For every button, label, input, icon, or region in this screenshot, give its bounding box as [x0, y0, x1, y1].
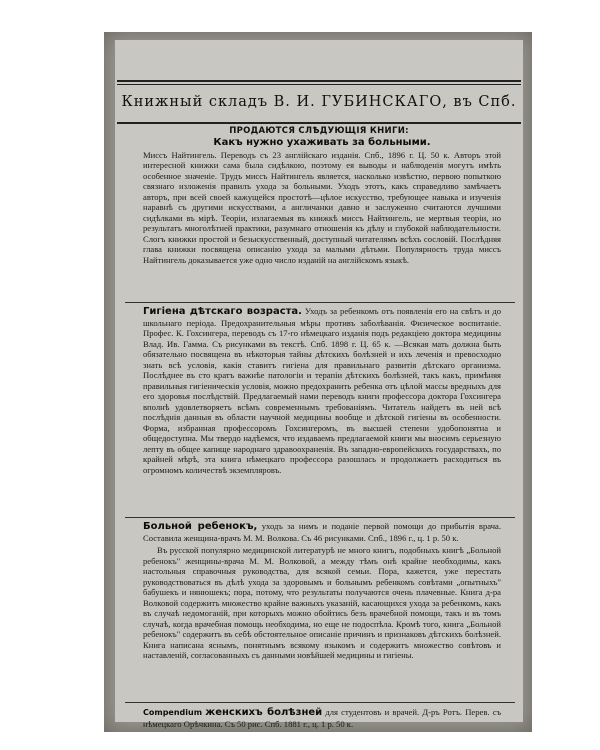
- book-description: Миссъ Найтингель. Переводъ съ 23 англійскаго изданія. Спб., 1896 г. Ц. 50 к. Авторъ этой интересной книжки сама была сидѣлкою, поэтому ея выводы и наблюденія могутъ имѣть особенное значеніе. Трудъ миссъ Найтингель является, насколько извѣстно, первою попыткою связнаго изложенія правилъ ухода за больными. Уходъ этотъ, какъ справедливо замѣчаетъ авторъ, при всей своей кажущейся простотѣ—цѣлое искусство, требующее навыка и изученія наравнѣ съ другими искусствами, а англичанки давно и заслуженно считаются лучшими сидѣлками въ мірѣ. Теоріи, излагаемыя въ книжкѣ миссъ Найтингель, не мертвыя теоріи, но результатъ многолѣтней практики, разумнаго отношенія къ дѣлу и глубокой наблюдательности. Слогъ книжки простой и безыскусственный, доступный читателямъ всѣхъ сословій. Послѣдняя глава книжки посвящена описанію ухода за малыми дѣтьми. Популярность труда миссъ Найтингель доказывается уже одно число изданій на англійскомъ языкѣ.: [143, 149, 501, 265]
- book-description: Уходъ за ребенкомъ отъ появленія его на свѣтъ и до школьнаго періода. Предохранительныя мѣры противъ заболѣванія. Физическое воспитаніе. Профес. К. Гохсингера, переводъ съ 17-го нѣмецкаго изданія подъ редакціею доктора медицины Влад. Ив. Гамма. Съ рисунками въ текстѣ. Спб. 1898 г. Ц. 65 к. —Всякая мать должна быть обязательно посвящена въ нѣкоторыя тайны дѣтскихъ болѣзней и ихъ леченія и превосходно знать всѣ условія, какія ставитъ гигіена для правильнаго развитія дѣтскаго организма. Послѣднее въ сто кратъ важнѣе патологіи и терапіи дѣтскихъ болѣзней, такъ какъ, примѣняя правильныя гигіеническія условія, можно предохранить ребенка отъ цѣлой массы вредныхъ для его здоровья послѣдствій. Предлагаемый нами переводъ книги профессора доктора Гохсингера вполнѣ удовлетворяетъ всѣмъ современнымъ требованіямъ. Читатель найдетъ въ ней всѣ послѣднія данныя въ области научной медицины вообще и дѣтской гигіены въ особенности. Форма, избранная профессоромъ Гохсингеромъ, въ высшей степени удобопонятна и общедоступна. Мы твердо надѣемся, что издаваемъ предлагаемой книги мы вносимъ серьезную лепту въ общее капище народнаго здравоохраненія. Въ западно-европейскихъ государствахъ, по крайней мѣрѣ, эта книга нѣмецкаго профессора разошлась и продолжаетъ расходиться въ огромномъ количествѣ экземпляровъ.: [143, 306, 501, 475]
- section-divider: [125, 302, 515, 303]
- book-entry-nursing: [143, 138, 501, 265]
- header-double-rule: [117, 84, 521, 85]
- book-entry-hygiene: [143, 306, 501, 475]
- book-description-wrap: [143, 306, 501, 475]
- scanned-page: [104, 32, 532, 732]
- book-description: для студентовъ и врачей. Д-ръ Ротъ. Перев. съ нѣмецкаго Орѣчкина. Съ 50 рис. Спб. 1881 г., ц. 1 р. 50 к.: [143, 707, 502, 729]
- book-lead: уходъ за нимъ и поданіе первой помощи до прибытія врача. Составила женщина-врачъ М. М. Волкова. Съ 46 рисунками. Спб., 1896 г., ц. 1 р. 50 к.: [143, 521, 502, 543]
- page-header: [117, 80, 521, 124]
- book-title: Какъ нужно ухаживать за больными.: [213, 137, 431, 148]
- section-divider: [125, 702, 515, 703]
- book-title: женскихъ болѣзней: [205, 707, 323, 718]
- book-lead-wrap: [143, 521, 501, 543]
- section-divider: [125, 517, 515, 518]
- paper-sheet: [114, 40, 523, 729]
- book-entry-sick-child: [143, 521, 501, 661]
- book-title: Гигіена дѣтскаго возраста.: [143, 306, 302, 317]
- header-title: Книжный складъ В. И. ГУБИНСКАГО, въ Спб.: [121, 94, 517, 110]
- book-description: Въ русской популярно медицинской литературѣ не много книгъ, подобныхъ книгѣ „Больной ребенокъ" женщины-врача М. М. Волковой, а между тѣмъ онѣ крайне необходимы, какъ настольныя справочныя руководства, для всякой семьи. Пора, кажется, уже перестать руководствоваться въ дѣлѣ ухода за здоровымъ и больнымъ ребенкомъ совѣтами „опытныхъ" бабушекъ и нянюшекъ; пора, потому, что результаты получаются очень плачевные. Книга д-ра Волковой содержитъ множество крайне важныхъ указаній, касающихся ухода за ребенкомъ, какъ въ случаѣ недомоганій, при которыхъ можно обойтись безъ врачебной помощи, такъ и въ томъ случаѣ, когда врачебная помощь необходима, но еще не подоспѣла. Кромѣ того, книга „Больной ребенокъ" содержитъ въ себѣ обстоятельное описаніе причинъ и признаковъ дѣтскихъ болѣзней. Книга написана яснымъ, понятнымъ всякому языкомъ и содержитъ множество совѣтовъ и наставленій, согласованныхъ съ данными новѣйшей медицины и гигіены.: [143, 545, 501, 660]
- book-title: Больной ребенокъ,: [143, 521, 258, 532]
- book-description-wrap: [143, 707, 501, 729]
- book-entry-compendium: [143, 707, 501, 729]
- subheading: ПРОДАЮТСЯ СЛѢДУЮЩІЯ КНИГИ:: [229, 126, 409, 136]
- book-title-prefix: Compendium: [143, 708, 203, 717]
